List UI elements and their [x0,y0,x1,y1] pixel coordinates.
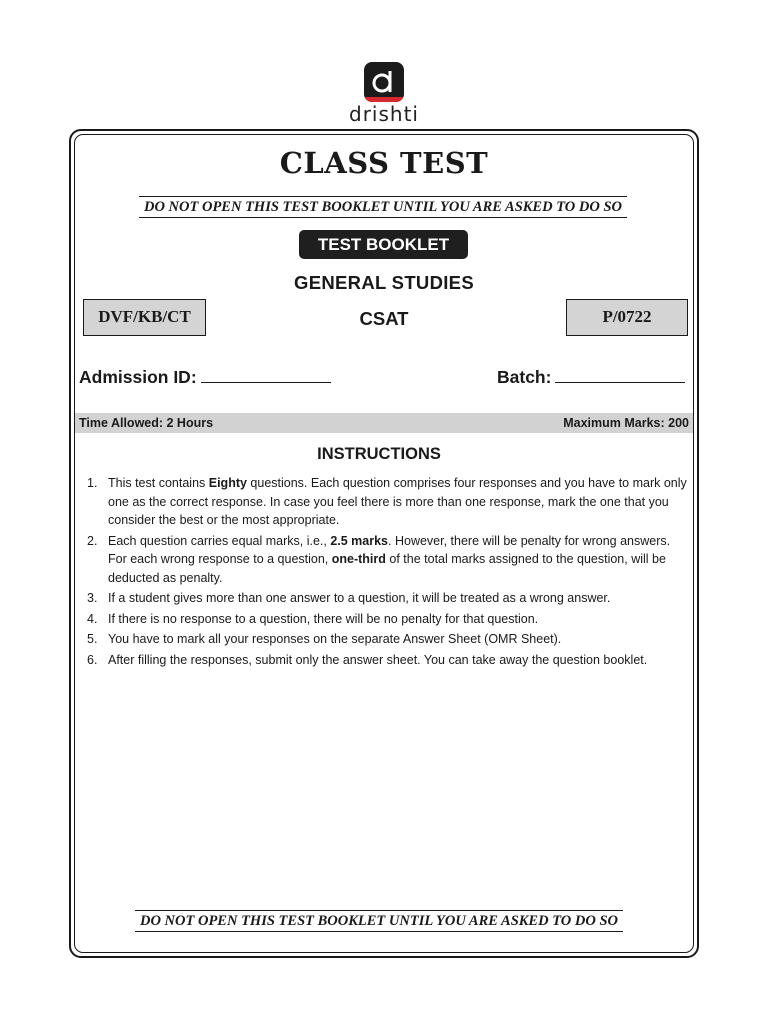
instruction-item: 6. After filling the responses, submit only the answer sheet. You can take away the question booklet. [87,652,648,667]
admission-id-field [79,365,331,388]
logo-text: drishti [349,102,419,126]
instruction-item: 2. Each question carries equal marks, i.e., 2.5 marks. However, there will be penalty for wrong answers. For each wrong response to a question, one-third of the total marks assigned to the question, will be deducted as penalty. [87,533,671,585]
drishti-logo-icon [364,62,404,102]
drishti-logo [0,62,768,126]
page-title: CLASS TEST [279,146,489,180]
instruction-item: 1. This test contains Eighty questions. Each question comprises four responses and you have to mark only one as the correct response. In case you feel there is more than one response, mark the one that you consider the best or the most appropriate. [87,476,687,527]
warning-bottom: DO NOT OPEN THIS TEST BOOKLET UNTIL YOU ARE ASKED TO DO SO [135,910,623,932]
instructions-list [84,474,690,671]
batch-label: Batch: [497,367,552,387]
time-allowed: Time Allowed: 2 Hours [79,416,214,430]
warning-top: DO NOT OPEN THIS TEST BOOKLET UNTIL YOU ARE ASKED TO DO SO [139,196,627,218]
subject-title: GENERAL STUDIES [294,272,474,293]
paper-title: CSAT [359,308,409,329]
batch-field [497,365,685,388]
instruction-item: 4. If there is no response to a question, there will be no penalty for that question. [87,611,539,626]
info-bar [75,413,693,433]
admission-id-blank[interactable] [201,365,331,383]
batch-blank[interactable] [555,365,685,383]
paper-code-box: P/0722 [566,299,688,336]
instructions-title: INSTRUCTIONS [317,445,441,463]
instruction-item: 5. You have to mark all your responses on the separate Answer Sheet (OMR Sheet). [87,632,562,646]
batch-code-box: DVF/KB/CT [83,299,206,336]
maximum-marks: Maximum Marks: 200 [563,416,689,430]
admission-id-label: Admission ID: [79,367,197,387]
instruction-item: 3. If a student gives more than one answer to a question, it will be treated as a wrong answer. [87,591,611,605]
test-booklet-label: TEST BOOKLET [299,230,468,259]
